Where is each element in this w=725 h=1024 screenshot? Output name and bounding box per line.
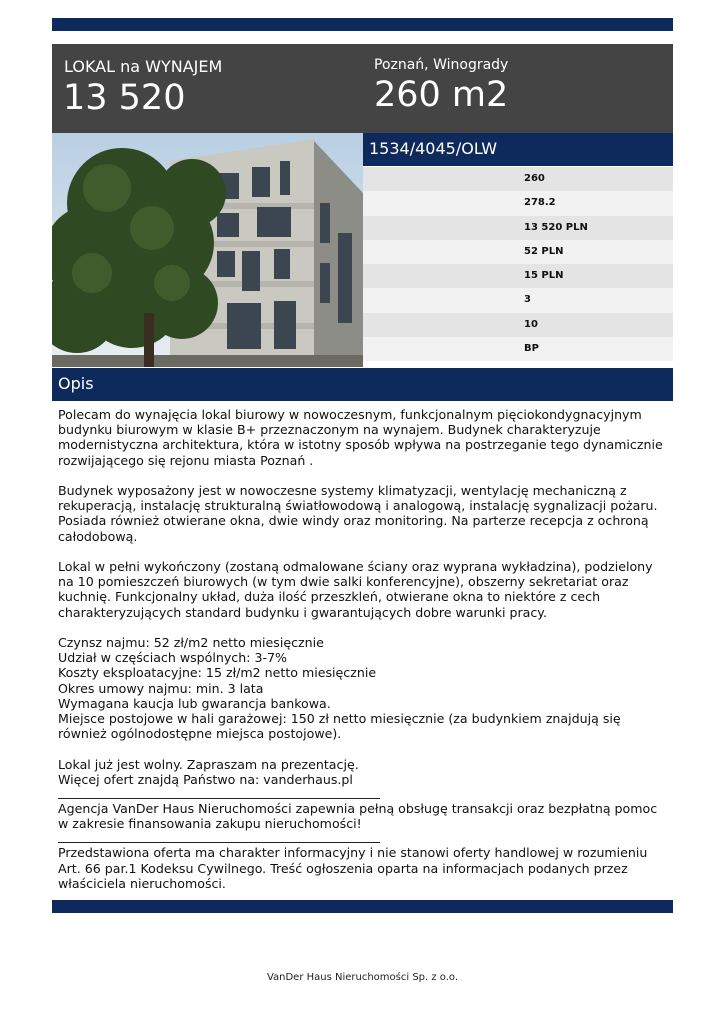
agency-note: Agencja VanDer Haus Nieruchomości zapewnia pełną obsługę transakcji oraz bezpłatną pomoc w zakresie finansowania zakupu nieruchomości! (58, 801, 658, 832)
spec-value: 10 (524, 318, 538, 330)
rental-terms-list (58, 635, 670, 741)
spec-value: BP (524, 342, 539, 354)
spec-row (363, 288, 673, 312)
top-accent-bar (52, 18, 673, 31)
description-section-header (52, 368, 673, 401)
spec-row (363, 264, 673, 288)
spec-value: 15 PLN (524, 270, 564, 281)
more-offers-note: Więcej ofert znajdą Państwo na: vanderhaus.pl (58, 771, 353, 787)
legal-disclaimer: Przedstawiona oferta ma charakter informacyjny i nie stanowi oferty handlowej w rozumieniu Art. 66 par.1 Kodeksu Cywilnego. Treść ogłoszenia oparta na informacjach podanych przez właściciela nieruchomości. (58, 845, 648, 891)
bottom-accent-bar (52, 900, 673, 913)
building-photo-image (52, 133, 363, 367)
section-title: Opis (58, 374, 94, 393)
spec-row (363, 167, 673, 191)
spec-row (363, 337, 673, 361)
reference-number: 1534/4045/OLW (369, 139, 498, 158)
property-photo (52, 133, 363, 367)
listing-header (52, 44, 673, 133)
spec-row (363, 240, 673, 264)
description-paragraph: Budynek wyposażony jest w nowoczesne systemy klimatyzacji, wentylację mechaniczną z rekuperacją, instalację strukturalną światłowodową i analogową, instalację sygnalizacji pożaru. Posiada również otwierane okna, dwie windy oraz monitoring. Na parterze recepcja z ochroną całodobową. (58, 483, 658, 544)
spec-value: 3 (524, 294, 531, 306)
rental-term: Miejsce postojowe w hali garażowej: 150 zł netto miesięcznie (za budynkiem znajdują się również ogólnodostępne miejsca postojowe). (58, 711, 621, 742)
specs-table (363, 167, 673, 361)
description-paragraph: Lokal w pełni wykończony (zostaną odmalowane ściany oraz wyprana wykładzina), podzielony na 10 pomieszczeń biurowych (w tym dwie salki konferencyjne), obszerny sekretariat oraz kuchnię. Funkcjonalny układ, duża ilość przeszkleń, otwierane okna to niektóre z cech charakteryzujących standard budynku i gwarantujących dobre warunki pracy. (58, 559, 653, 620)
availability-note: Lokal już jest wolny. Zapraszam na prezentację. (58, 756, 359, 772)
spec-value: 52 PLN (524, 245, 564, 257)
spec-value: 13 520 PLN (524, 221, 588, 233)
spec-value: 278.2 (524, 197, 556, 209)
rental-term: Udział w częściach wspólnych: 3-7% (58, 650, 287, 666)
rental-term: Czynsz najmu: 52 zł/m2 netto miesięcznie (58, 635, 324, 650)
listing-area: 260 m2 (374, 75, 509, 115)
reference-number-bar (363, 133, 673, 166)
company-footer: VanDer Haus Nieruchomości Sp. z o.o. (266, 972, 459, 983)
spec-row (363, 313, 673, 337)
spec-value: 260 (524, 173, 545, 184)
listing-price: 13 520 (63, 78, 186, 118)
rental-term: Okres umowy najmu: min. 3 lata (58, 680, 264, 696)
listing-type: LOKAL na WYNAJEM (64, 57, 223, 76)
rental-term: Koszty eksploatacyjne: 15 zł/m2 netto miesięcznie (58, 665, 377, 681)
divider (58, 798, 380, 799)
description-body (58, 407, 670, 891)
divider (58, 842, 380, 843)
listing-location: Poznań, Winogrady (374, 57, 509, 73)
description-paragraph: Polecam do wynajęcia lokal biurowy w nowoczesnym, funkcjonalnym pięciokondygnacyjnym budynku biurowym w klasie B+ przeznaczonym na wynajem. Budynek charakteryzuje modernistyczna architektura, która w istotny sposób wpływa na postrzeganie tego dynamicznie rozwijającego się rejonu miasta Poznań . (58, 407, 663, 468)
rental-term: Wymagana kaucja lub gwarancja bankowa. (58, 695, 331, 711)
spec-row (363, 191, 673, 215)
spec-row (363, 216, 673, 240)
